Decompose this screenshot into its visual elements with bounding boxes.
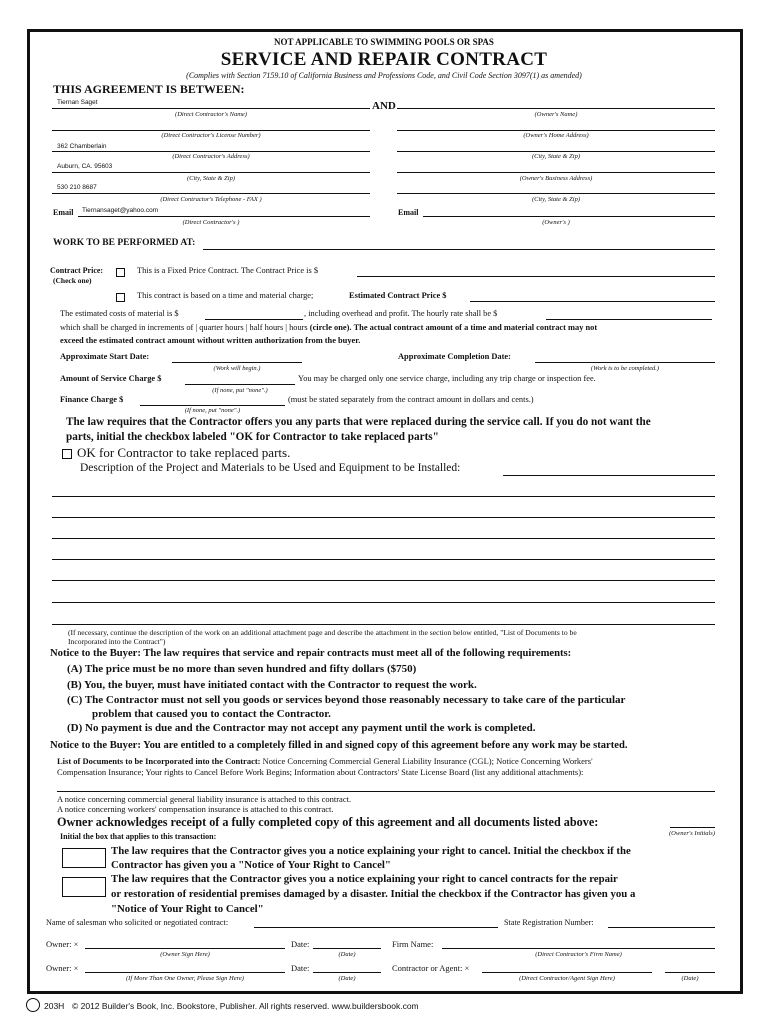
notice-item-b-text: You, the buyer, must have initiated contact with the Contractor to request the work.: [84, 679, 477, 691]
continuation-note-2: Incorporated into the Contract"): [68, 637, 166, 646]
cancel-checkbox-2[interactable]: [62, 877, 106, 897]
state-reg-label: State Registration Number:: [504, 918, 594, 927]
owner-business-caption: (Owner's Business Address): [519, 175, 593, 182]
contractor-license-caption: (Direct Contractor's License Number): [161, 132, 261, 139]
initial-box-label: Initial the box that applies to this transaction:: [60, 832, 217, 841]
notice-heading: Notice to the Buyer: The law requires that service and repair contracts must meet all of the following requirements:: [50, 648, 572, 659]
parts-law-text: The law requires that the Contractor offers you any parts that were replaced during the service call. If you do not want the: [66, 416, 651, 428]
description-label: Description of the Project and Materials to be Used and Equipment to be Installed:: [80, 462, 461, 474]
owner-email-caption: (Owner's ): [542, 219, 570, 226]
publisher-logo-icon: [26, 998, 40, 1012]
notice-item-a-letter: (A): [67, 663, 83, 675]
owner-date-label: Date:: [291, 939, 310, 949]
increments-label: which shall be charged in increments of | quarter hours | half hours | hours: [60, 323, 308, 332]
salesman-label: Name of salesman who solicited or negotiated contract:: [46, 918, 229, 927]
cancel-checkbox-1[interactable]: [62, 848, 106, 868]
owner-email-line[interactable]: [423, 216, 715, 217]
est-costs-line[interactable]: [205, 319, 303, 320]
owner-sign-caption: (Owner Sign Here): [160, 951, 210, 958]
start-date-line[interactable]: [172, 362, 302, 363]
notice-item-a-text: The price must be no more than seven hundred and fifty dollars ($750): [84, 663, 417, 675]
description-line-0[interactable]: [503, 475, 715, 476]
circle-one-label: (circle one).: [309, 323, 352, 332]
continuation-note: (If necessary, continue the description of the work on an additional attachment page and describe the attachment in the section below entitled, "List of Documents to be: [68, 628, 577, 637]
owner2-sign-caption: (If More Than One Owner, Please Sign Here): [126, 975, 244, 982]
notice-item-d-letter: (D): [67, 722, 83, 734]
firm-name-line[interactable]: [442, 948, 715, 949]
and-label: AND: [372, 100, 396, 112]
cancel-text-2a: The law requires that the Contractor gives you a notice explaining your right to cancel contracts for the repair: [111, 873, 618, 885]
parts-law-text-2: parts, initial the checkbox labeled "OK for Contractor to take replaced parts": [66, 431, 439, 443]
notice-item-b: [67, 679, 477, 691]
contractor-address-value: 362 Chamberlain: [57, 143, 107, 150]
owner2-sign-label: Owner: ×: [46, 963, 79, 973]
state-reg-line[interactable]: [608, 927, 715, 928]
ok-parts-label: OK for Contractor to take replaced parts.: [77, 445, 291, 460]
contractor-name-caption: (Direct Contractor's Name): [175, 111, 247, 118]
contractor-email-label: Email: [53, 208, 74, 217]
contract-price-label: Contract Price:: [50, 266, 104, 275]
cgl-notice: A notice concerning commercial general liability insurance is attached to this contract.: [57, 794, 352, 804]
contractor-city-line[interactable]: [52, 172, 370, 173]
notice-entitled: Notice to the Buyer: You are entitled to a completely filled in and signed copy of this agreement before any work may be started.: [50, 740, 628, 751]
time-material-checkbox[interactable]: [116, 293, 125, 302]
owner-date-line[interactable]: [313, 948, 381, 949]
contractor-license-line[interactable]: [52, 130, 370, 131]
notice-item-c-cont: problem that caused you to contact the Contractor.: [92, 708, 331, 720]
owner-business-line[interactable]: [397, 172, 715, 173]
completion-date-caption: (Work is to be completed.): [590, 365, 660, 372]
page-title: SERVICE AND REPAIR CONTRACT: [220, 49, 548, 70]
owner-email-label: Email: [398, 208, 419, 217]
fixed-price-text: This is a Fixed Price Contract. The Contract Price is $: [137, 266, 319, 275]
firm-name-label: Firm Name:: [392, 939, 434, 949]
description-line-1[interactable]: [52, 496, 715, 497]
service-charge-note: You may be charged only one service charge, including any trip charge or inspection fee.: [298, 374, 596, 383]
owner2-date-label: Date:: [291, 963, 310, 973]
notice-item-d: [67, 722, 536, 734]
estimated-price-label: Estimated Contract Price $: [349, 291, 447, 300]
owner-home-line[interactable]: [397, 130, 715, 131]
start-date-caption: (Work will begin.): [213, 365, 261, 372]
notice-item-c: [67, 694, 625, 706]
owner-home-caption: (Owner's Home Address): [523, 132, 589, 139]
notice-item-a: [67, 663, 416, 675]
notice-item-d-text: No payment is due and the Contractor may not accept any payment until the work is completed.: [85, 722, 536, 734]
contractor-city-value: Auburn, CA. 95603: [57, 163, 113, 170]
contractor-name-line[interactable]: [52, 108, 370, 109]
firm-name-caption: (Direct Contractor's Firm Name): [535, 951, 622, 958]
ok-parts-checkbox[interactable]: [62, 449, 72, 459]
start-date-label: Approximate Start Date:: [60, 352, 150, 361]
agent-date-line[interactable]: [665, 972, 715, 973]
wc-notice: A notice concerning workers' compensation insurance is attached to this contract.: [57, 804, 334, 814]
agent-sign-line[interactable]: [482, 972, 652, 973]
service-charge-label: Amount of Service Charge $: [60, 374, 162, 383]
hourly-rate-line[interactable]: [546, 319, 712, 320]
notice-item-c-letter: (C): [67, 694, 83, 706]
owner-city-line[interactable]: [397, 151, 715, 152]
finance-charge-caption: (If none, put "none".): [184, 407, 241, 414]
description-line-7[interactable]: [52, 624, 715, 625]
contractor-phone-value: 530 210 8687: [57, 184, 97, 191]
contractor-city-caption: (City, State & Zip): [186, 175, 236, 182]
finance-charge-note: (must be stated separately from the contract amount in dollars and cents.): [288, 395, 534, 404]
agreement-heading: THIS AGREEMENT IS BETWEEN:: [53, 82, 245, 96]
owner-initials-line[interactable]: [670, 827, 715, 828]
description-line-6[interactable]: [52, 602, 715, 603]
description-line-3[interactable]: [52, 538, 715, 539]
description-line-2[interactable]: [52, 517, 715, 518]
fixed-price-checkbox[interactable]: [116, 268, 125, 277]
estimated-price-line[interactable]: [470, 301, 715, 302]
copyright: © 2012 Builder's Book, Inc. Bookstore, Publisher. All rights reserved. www.buildersbook.com: [72, 1001, 419, 1011]
time-material-text: This contract is based on a time and material charge;: [137, 291, 314, 300]
est-costs-text-2: , including overhead and profit. The hourly rate shall be $: [304, 309, 498, 318]
contractor-email-value: Tiernansaget@yahoo.com: [82, 207, 159, 214]
ok-parts-row: [62, 445, 290, 461]
owner2-sign-line[interactable]: [85, 972, 285, 973]
owner-city2-line[interactable]: [397, 193, 715, 194]
agent-date-caption: (Date): [681, 975, 699, 982]
subtitle: (Complies with Section 7159.10 of California Business and Professions Code, and Civil Code Section 3097(1) as amended): [186, 71, 582, 80]
increments-text: [60, 323, 597, 332]
agent-sign-caption: (Direct Contractor/Agent Sign Here): [519, 975, 615, 982]
documents-line[interactable]: [57, 791, 715, 792]
notice-item-c-text: The Contractor must not sell you goods or services beyond those reasonably necessary to take care of the particular: [84, 694, 626, 706]
work-location-label: WORK TO BE PERFORMED AT:: [53, 238, 196, 248]
owner-sign-line[interactable]: [85, 948, 285, 949]
contractor-email-line[interactable]: [78, 216, 370, 217]
owner-city2-caption: (City, State & Zip): [531, 196, 581, 203]
work-location-line[interactable]: [203, 249, 715, 250]
contractor-phone-line[interactable]: [52, 193, 370, 194]
contractor-address-line[interactable]: [52, 151, 370, 152]
service-charge-caption: (If none, put "none".): [212, 387, 268, 394]
cancel-text-2b: or restoration of residential premises damaged by a disaster. Initial the checkbox if the Contractor has given you a: [111, 888, 636, 900]
form-number: 203H: [44, 1001, 65, 1011]
documents-label: List of Documents to be Incorporated into the Contract:: [57, 756, 261, 766]
cancel-text-2c: "Notice of Your Right to Cancel": [111, 903, 264, 915]
finance-charge-line[interactable]: [140, 405, 285, 406]
notice-item-b-letter: (B): [67, 679, 82, 691]
owner-date-caption: (Date): [338, 951, 356, 958]
owner-name-line[interactable]: [397, 108, 715, 109]
fixed-price-line[interactable]: [357, 276, 715, 277]
cancel-text-1a: The law requires that the Contractor gives you a notice explaining your right to cancel. Initial the checkbox if the: [111, 845, 631, 857]
completion-date-line[interactable]: [535, 362, 715, 363]
completion-date-label: Approximate Completion Date:: [398, 352, 511, 361]
salesman-line[interactable]: [254, 927, 498, 928]
top-note: NOT APPLICABLE TO SWIMMING POOLS OR SPAS: [274, 37, 494, 47]
cancel-text-1b: Contractor has given you a "Notice of Your Right to Cancel": [111, 859, 391, 871]
est-costs-text-1: The estimated costs of material is $: [60, 309, 179, 318]
owner2-date-line[interactable]: [313, 972, 381, 973]
agent-sign-label: Contractor or Agent: ×: [392, 963, 470, 973]
description-line-4[interactable]: [52, 559, 715, 560]
owner-city-caption: (City, State & Zip): [531, 153, 581, 160]
exceed-text: exceed the estimated contract amount without written authorization from the buyer.: [60, 336, 361, 345]
check-one-label: (Check one): [53, 276, 92, 285]
actual-amount-text: The actual contract amount of a time and material contract may not: [353, 323, 598, 332]
documents-body: Notice Concerning Commercial General Liability Insurance (CGL); Notice Concerning Workers': [262, 756, 593, 766]
service-charge-line[interactable]: [185, 384, 295, 385]
description-line-5[interactable]: [52, 580, 715, 581]
ack-text: Owner acknowledges receipt of a fully completed copy of this agreement and all documents listed above:: [57, 815, 599, 829]
contractor-name-value: Tiernan Saget: [57, 99, 98, 106]
owner-name-caption: (Owner's Name): [534, 111, 578, 118]
finance-charge-label: Finance Charge $: [60, 395, 124, 404]
documents-text-2: Compensation Insurance; Your rights to Cancel Before Work Begins; Information about Contractors' State License Board (list any additional attachments):: [57, 767, 584, 777]
owner-sign-label: Owner: ×: [46, 939, 79, 949]
contractor-email-caption: (Direct Contractor's ): [182, 219, 240, 226]
owner-initials-caption: (Owner's Initials): [669, 830, 715, 837]
documents-text: [57, 756, 593, 766]
contractor-address-caption: (Direct Contractor's Address): [172, 153, 250, 160]
contractor-phone-caption: (Direct Contractor's Telephone - FAX ): [160, 196, 262, 203]
owner2-date-caption: (Date): [338, 975, 356, 982]
